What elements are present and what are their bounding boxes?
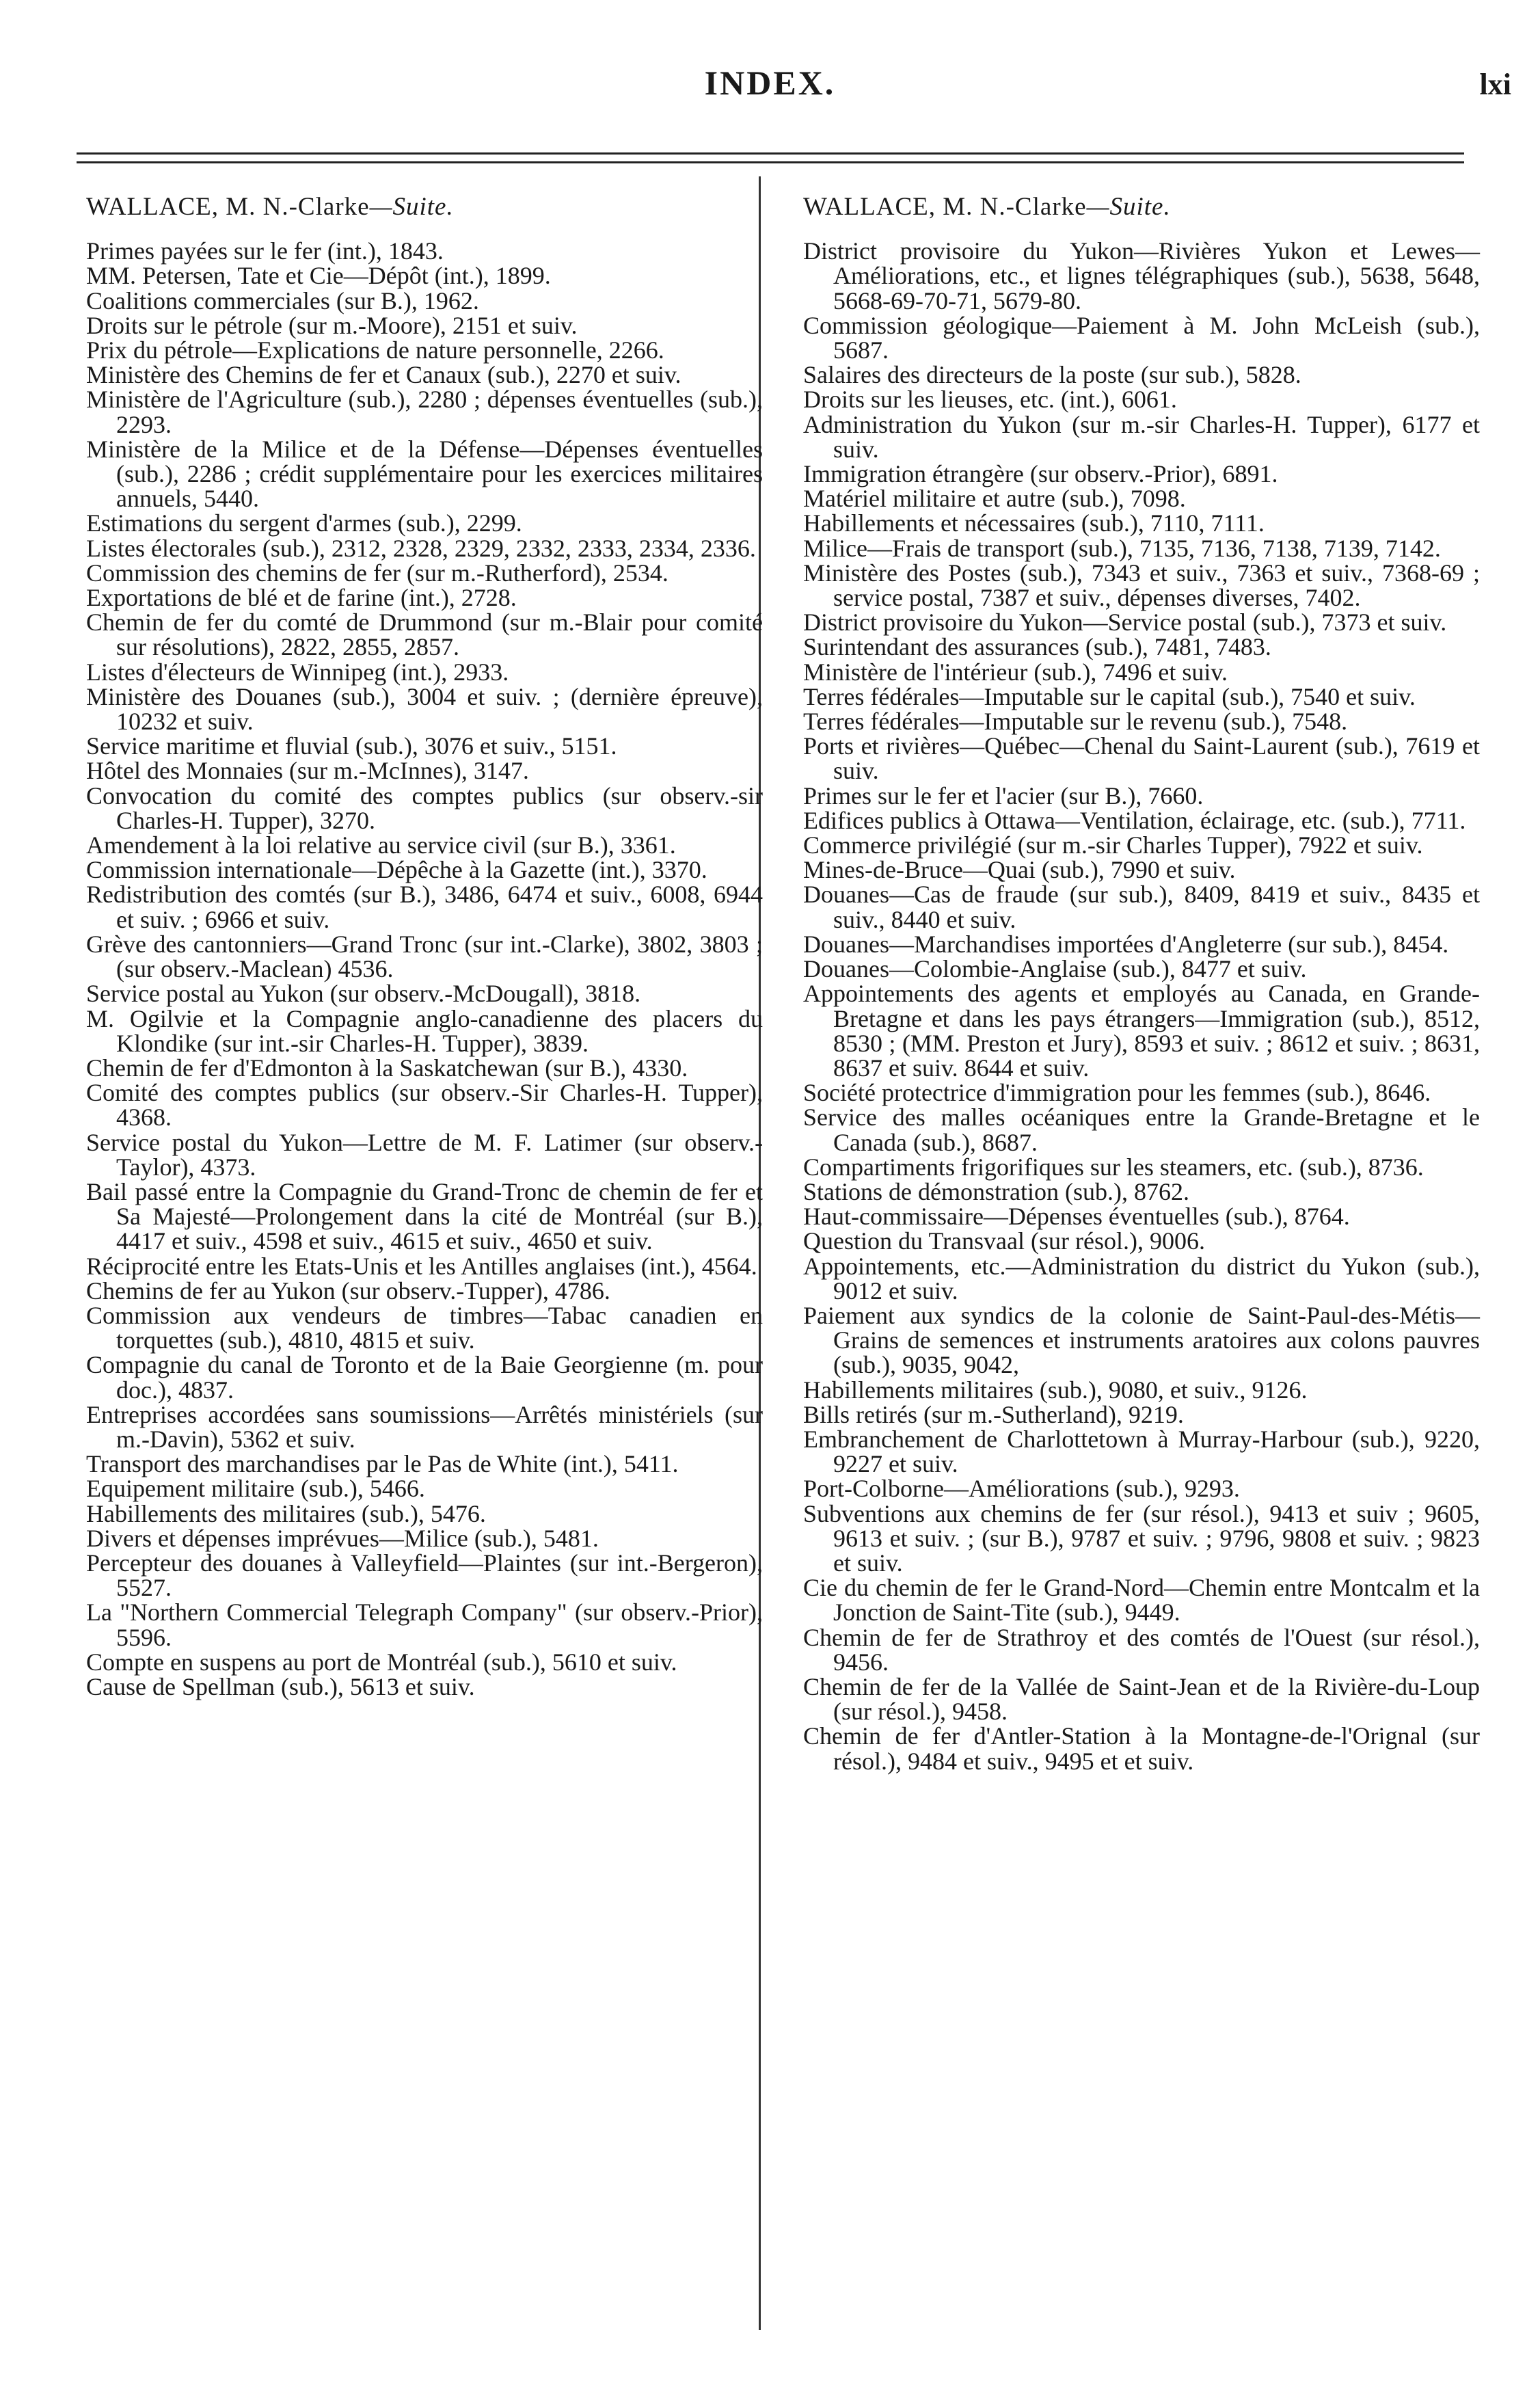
index-entry: Société protectrice d'immigration pour les femmes (sub.), 8646. <box>803 1079 1431 1107</box>
index-entry: Ministère de l'intérieur (sub.), 7496 et suiv. <box>803 658 1228 686</box>
index-entry: Percepteur des douanes à Valleyfield—Plaintes (sur int.-Bergeron), 5527. <box>86 1549 763 1602</box>
index-entry: District provisoire du Yukon—Service postal (sub.), 7373 et suiv. <box>803 608 1447 637</box>
index-entry: Réciprocité entre les Etats-Unis et les Antilles anglaises (int.), 4564. <box>86 1252 757 1280</box>
index-entry: Haut-commissaire—Dépenses éventuelles (sub.), 8764. <box>803 1203 1350 1231</box>
index-entry: Mines-de-Bruce—Quai (sub.), 7990 et suiv. <box>803 856 1236 884</box>
index-entry: Embranchement de Charlottetown à Murray-Harbour (sub.), 9220, 9227 et suiv. <box>803 1425 1480 1478</box>
index-entry: Exportations de blé et de farine (int.), 2728. <box>86 584 517 612</box>
index-entry: Grève des cantonniers—Grand Tronc (sur int.-Clarke), 3802, 3803 ; (sur observ.-Maclean) 4536. <box>86 930 763 983</box>
index-entry: Bills retirés (sur m.-Sutherland), 9219. <box>803 1400 1184 1428</box>
index-entry: Convocation du comité des comptes publics (sur observ.-sir Charles-H. Tupper), 3270. <box>86 781 763 834</box>
index-entry: Appointements, etc.—Administration du district du Yukon (sub.), 9012 et suiv. <box>803 1252 1480 1304</box>
index-entry: Chemin de fer du comté de Drummond (sur m.-Blair pour comité sur résolutions), 2822, 2855, 2857. <box>86 608 763 661</box>
index-entry: Estimations du sergent d'armes (sub.), 2299. <box>86 509 522 537</box>
index-entry: Commission internationale—Dépêche à la Gazette (int.), 3370. <box>86 856 707 884</box>
right-heading-name: WALLACE, M. N.-Clarke <box>803 193 1087 221</box>
index-entry: Douanes—Cas de fraude (sur sub.), 8409, 8419 et suiv., 8435 et suiv., 8440 et suiv. <box>803 881 1480 933</box>
index-entry: Commission géologique—Paiement à M. John McLeish (sub.), 5687. <box>803 311 1480 364</box>
index-entry: Service des malles océaniques entre la Grande-Bretagne et le Canada (sub.), 8687. <box>803 1103 1480 1156</box>
index-entry: Divers et dépenses imprévues—Milice (sub.), 5481. <box>86 1524 599 1552</box>
index-entry: Administration du Yukon (sur m.-sir Charles-H. Tupper), 6177 et suiv. <box>803 410 1480 463</box>
index-entry: Edifices publics à Ottawa—Ventilation, éclairage, etc. (sub.), 7711. <box>803 806 1466 834</box>
index-entry: Listes d'électeurs de Winnipeg (int.), 2933. <box>86 658 509 686</box>
index-entry: District provisoire du Yukon—Rivières Yukon et Lewes—Améliorations, etc., et lignes télégraphiques (sub.), 5638, 5648, 5668-69-70-71, 5679-80. <box>803 237 1480 315</box>
header-rule-bottom <box>77 161 1464 163</box>
index-entry: Immigration étrangère (sur observ.-Prior), 6891. <box>803 460 1278 488</box>
index-entry: Service maritime et fluvial (sub.), 3076 et suiv., 5151. <box>86 732 617 760</box>
page-number: lxi <box>1479 68 1511 101</box>
index-entry: Stations de démonstration (sub.), 8762. <box>803 1177 1189 1205</box>
index-entry: Surintendant des assurances (sub.), 7481, 7483. <box>803 633 1271 661</box>
left-column <box>86 195 763 1699</box>
index-entry: Salaires des directeurs de la poste (sur sub.), 5828. <box>803 361 1301 389</box>
index-entry: Chemin de fer de Strathroy et des comtés de l'Ouest (sur résol.), 9456. <box>803 1623 1480 1676</box>
index-entry: Compartiments frigorifiques sur les steamers, etc. (sub.), 8736. <box>803 1153 1424 1181</box>
index-entry: Ministère de la Milice et de la Défense—Dépenses éventuelles (sub.), 2286 ; crédit supplémentaire pour les exercices militaires annuels, 5440. <box>86 435 763 513</box>
index-entry: Matériel militaire et autre (sub.), 7098. <box>803 485 1186 513</box>
index-entry: Equipement militaire (sub.), 5466. <box>86 1475 425 1503</box>
index-entry: Ministère des Chemins de fer et Canaux (sub.), 2270 et suiv. <box>86 361 681 389</box>
index-entry: Milice—Frais de transport (sub.), 7135, 7136, 7138, 7139, 7142. <box>803 534 1441 562</box>
index-entry: Amendement à la loi relative au service civil (sur B.), 3361. <box>86 831 676 859</box>
index-entry: Ministère des Douanes (sub.), 3004 et suiv. ; (dernière épreuve), 10232 et suiv. <box>86 682 763 736</box>
index-entry: Droits sur le pétrole (sur m.-Moore), 2151 et suiv. <box>86 311 578 339</box>
index-entry: Terres fédérales—Imputable sur le revenu (sub.), 7548. <box>803 708 1348 736</box>
index-entry: Habillements et nécessaires (sub.), 7110, 7111. <box>803 509 1265 537</box>
index-entry: Service postal du Yukon—Lettre de M. F. Latimer (sur observ.-Taylor), 4373. <box>86 1128 763 1181</box>
index-entry: Compte en suspens au port de Montréal (sub.), 5610 et suiv. <box>86 1648 677 1676</box>
index-entry: Commerce privilégié (sur m.-sir Charles Tupper), 7922 et suiv. <box>803 831 1423 859</box>
index-entry: Cause de Spellman (sub.), 5613 et suiv. <box>86 1672 475 1700</box>
index-entry: Compagnie du canal de Toronto et de la Baie Georgienne (m. pour doc.), 4837. <box>86 1351 763 1404</box>
index-entry: MM. Petersen, Tate et Cie—Dépôt (int.), 1899. <box>86 262 551 290</box>
index-entry: Service postal au Yukon (sur observ.-McDougall), 3818. <box>86 980 641 1008</box>
index-entry: Douanes—Marchandises importées d'Angleterre (sur sub.), 8454. <box>803 930 1449 958</box>
left-entry-list <box>86 239 763 1699</box>
index-entry: Cie du chemin de fer le Grand-Nord—Chemin entre Montcalm et la Jonction de Saint-Tite (sub.), 9449. <box>803 1574 1480 1627</box>
running-title: INDEX. <box>704 64 836 102</box>
index-entry: Primes payées sur le fer (int.), 1843. <box>86 237 444 265</box>
index-entry: Comité des comptes publics (sur observ.-Sir Charles-H. Tupper), 4368. <box>86 1079 763 1132</box>
left-heading-suffix: —Suite. <box>369 193 454 221</box>
index-entry: Bail passé entre la Compagnie du Grand-Tronc de chemin de fer et Sa Majesté—Prolongement dans la cité de Montréal (sur B.), 4417 et suiv., 4598 et suiv., 4615 et suiv., 4650 et suiv. <box>86 1177 763 1255</box>
index-entry: Port-Colborne—Améliorations (sub.), 9293. <box>803 1475 1240 1503</box>
left-column-heading <box>86 195 763 219</box>
index-entry: Primes sur le fer et l'acier (sur B.), 7660. <box>803 781 1204 809</box>
index-entry: M. Ogilvie et la Compagnie anglo-canadienne des placers du Klondike (sur int.-sir Charles-H. Tupper), 3839. <box>86 1004 763 1057</box>
index-entry: Ministère de l'Agriculture (sub.), 2280 ; dépenses éventuelles (sub.), 2293. <box>86 386 763 438</box>
right-entry-list <box>803 239 1480 1774</box>
index-entry: Ports et rivières—Québec—Chenal du Saint-Laurent (sub.), 7619 et suiv. <box>803 732 1480 785</box>
index-entry: Appointements des agents et employés au Canada, en Grande-Bretagne et dans les pays étrangers—Immigration (sub.), 8512, 8530 ; (MM. Preston et Jury), 8593 et suiv. ; 8612 et suiv. ; 8631, 8637 et suiv. 8644 et suiv. <box>803 980 1480 1082</box>
index-entry: Chemin de fer d'Antler-Station à la Montagne-de-l'Orignal (sur résol.), 9484 et suiv., 9495 et et suiv. <box>803 1722 1480 1775</box>
index-entry: Coalitions commerciales (sur B.), 1962. <box>86 286 479 315</box>
index-entry: Chemin de fer de la Vallée de Saint-Jean et de la Rivière-du-Loup (sur résol.), 9458. <box>803 1672 1480 1726</box>
right-column <box>803 195 1480 1774</box>
index-entry: Chemin de fer d'Edmonton à la Saskatchewan (sur B.), 4330. <box>86 1054 688 1082</box>
right-heading-suffix: —Suite. <box>1086 193 1171 221</box>
index-entry: Commission aux vendeurs de timbres—Tabac canadien en torquettes (sub.), 4810, 4815 et suiv. <box>86 1301 763 1354</box>
index-entry: Listes électorales (sub.), 2312, 2328, 2329, 2332, 2333, 2334, 2336. <box>86 534 756 562</box>
right-column-heading <box>803 195 1480 219</box>
index-entry: Commission des chemins de fer (sur m.-Rutherford), 2534. <box>86 559 668 587</box>
index-entry: Habillements militaires (sub.), 9080, et suiv., 9126. <box>803 1376 1308 1404</box>
index-entry: Terres fédérales—Imputable sur le capital (sub.), 7540 et suiv. <box>803 682 1416 710</box>
left-heading-name: WALLACE, M. N.-Clarke <box>86 193 370 221</box>
index-entry: Droits sur les lieuses, etc. (int.), 6061. <box>803 386 1177 414</box>
index-entry: Subventions aux chemins de fer (sur résol.), 9413 et suiv ; 9605, 9613 et suiv. ; (sur B.), 9787 et suiv. ; 9796, 9808 et suiv. ; 9823 et suiv. <box>803 1499 1480 1577</box>
header-rule-top <box>77 152 1464 155</box>
index-entry: Paiement aux syndics de la colonie de Saint-Paul-des-Métis—Grains de semences et instruments aratoires aux colons pauvres (sub.), 9035, 9042, <box>803 1301 1480 1379</box>
index-entry: Transport des marchandises par le Pas de White (int.), 5411. <box>86 1450 679 1478</box>
index-entry: Douanes—Colombie-Anglaise (sub.), 8477 et suiv. <box>803 955 1307 983</box>
index-entry: Prix du pétrole—Explications de nature personnelle, 2266. <box>86 336 664 364</box>
index-entry: Ministère des Postes (sub.), 7343 et suiv., 7363 et suiv., 7368-69 ; service postal, 7387 et suiv., dépenses diverses, 7402. <box>803 559 1480 612</box>
index-entry: Hôtel des Monnaies (sur m.-McInnes), 3147. <box>86 757 529 785</box>
index-entry: Habillements des militaires (sub.), 5476. <box>86 1499 486 1527</box>
index-entry: Redistribution des comtés (sur B.), 3486, 6474 et suiv., 6008, 6944 et suiv. ; 6966 et suiv. <box>86 881 763 933</box>
index-entry: Chemins de fer au Yukon (sur observ.-Tupper), 4786. <box>86 1276 610 1304</box>
index-entry: La "Northern Commercial Telegraph Company" (sur observ.-Prior), 5596. <box>86 1598 763 1651</box>
index-entry: Question du Transvaal (sur résol.), 9006. <box>803 1227 1205 1255</box>
index-entry: Entreprises accordées sans soumissions—Arrêtés ministériels (sur m.-Davin), 5362 et suiv. <box>86 1400 763 1453</box>
